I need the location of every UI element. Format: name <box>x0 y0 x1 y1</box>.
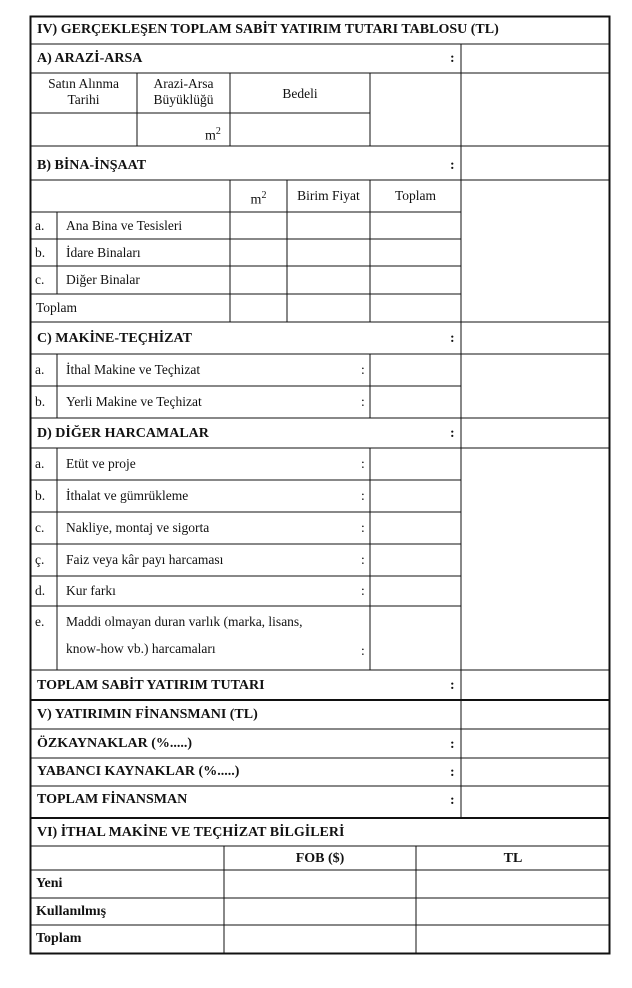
makine-row-label: İthal Makine ve Teçhizat <box>66 362 201 377</box>
total-financing-colon: : <box>450 793 455 808</box>
col-bina-area: $m^2$ <box>250 190 267 208</box>
diger-row-letter: ç. <box>35 552 45 567</box>
section6-title: VI) İTHAL MAKİNE VE TEÇHİZAT BİLGİLERİ <box>37 825 345 840</box>
diger-row-label: Kur farkı <box>66 583 116 598</box>
bina-row-letter: c. <box>35 272 45 287</box>
diger-row-colon: : <box>361 643 365 658</box>
external-funds-row: YABANCI KAYNAKLAR (%.....) <box>37 764 240 779</box>
diger-row-colon: : <box>361 520 365 535</box>
col-land-price: Bedeli <box>282 86 318 101</box>
col-purchase-date-l2: Tarihi <box>67 92 100 107</box>
col-land-size-l2: Büyüklüğü <box>153 92 214 107</box>
col-bina-total: Toplam <box>394 188 437 203</box>
diger-colon: : <box>450 426 455 441</box>
total-fixed-investment: TOPLAM SABİT YATIRIM TUTARI <box>37 678 265 693</box>
external-funds-colon: : <box>450 765 455 780</box>
makine-row-colon: : <box>361 362 365 377</box>
diger-row-letter: b. <box>35 488 46 503</box>
bina-row-label: İdare Binaları <box>66 245 141 260</box>
bina-row-letter: b. <box>35 245 46 260</box>
bina-row-letter: a. <box>35 218 45 233</box>
land-size-unit: $m^2$ <box>205 126 221 144</box>
arazi-colon: : <box>450 51 455 66</box>
section4-title: IV) GERÇEKLEŞEN TOPLAM SABİT YATIRIM TUTARI TABLOSU (TL) <box>37 22 499 37</box>
diger-row-label: İthalat ve gümrükleme <box>66 488 189 503</box>
total-financing-row: TOPLAM FİNANSMAN <box>37 792 188 807</box>
diger-row-label: Maddi olmayan duran varlık (marka, lisans, <box>66 614 303 629</box>
col-tl: TL <box>503 851 523 866</box>
import-row-new: Yeni <box>36 876 63 891</box>
bina-row-label: Diğer Binalar <box>66 272 140 287</box>
col-purchase-date-l1: Satın Alınma <box>48 76 119 91</box>
equity-colon: : <box>450 737 455 752</box>
diger-row-colon: : <box>361 456 365 471</box>
makine-colon: : <box>450 331 455 346</box>
diger-heading: D) DİĞER HARCAMALAR <box>37 426 209 441</box>
bina-row-label: Ana Bina ve Tesisleri <box>66 218 183 233</box>
bina-heading: B) BİNA-İNŞAAT <box>37 158 147 173</box>
import-row-total: Toplam <box>36 931 82 946</box>
diger-row-label-line2: know-how vb.) harcamaları <box>66 641 216 656</box>
diger-row-letter: e. <box>35 614 45 629</box>
makine-row-label: Yerli Makine ve Teçhizat <box>66 394 202 409</box>
arazi-heading: A) ARAZİ-ARSA <box>37 51 143 66</box>
makine-heading: C) MAKİNE-TEÇHİZAT <box>37 331 192 346</box>
diger-row-letter: a. <box>35 456 45 471</box>
total-fixed-investment-colon: : <box>450 678 455 693</box>
diger-row-label: Faiz veya kâr payı harcaması <box>66 552 224 567</box>
col-unit-price: Birim Fiyat <box>297 188 360 203</box>
diger-row-colon: : <box>361 583 365 598</box>
diger-row-label: Etüt ve proje <box>66 456 136 471</box>
makine-row-colon: : <box>361 394 365 409</box>
diger-row-letter: c. <box>35 520 45 535</box>
diger-row-colon: : <box>361 488 365 503</box>
makine-row-letter: b. <box>35 394 46 409</box>
import-row-used: Kullanılmış <box>36 904 107 919</box>
diger-row-label: Nakliye, montaj ve sigorta <box>66 520 210 535</box>
diger-row-letter: d. <box>35 583 46 598</box>
equity-row: ÖZKAYNAKLAR (%.....) <box>37 736 193 751</box>
section5-title: V) YATIRIMIN FİNANSMANI (TL) <box>37 707 258 722</box>
col-fob: FOB ($) <box>295 851 345 866</box>
col-land-size-l1: Arazi-Arsa <box>153 76 214 91</box>
bina-colon: : <box>450 158 455 173</box>
bina-total-label: Toplam <box>36 300 78 315</box>
diger-row-colon: : <box>361 552 365 567</box>
makine-row-letter: a. <box>35 362 45 377</box>
